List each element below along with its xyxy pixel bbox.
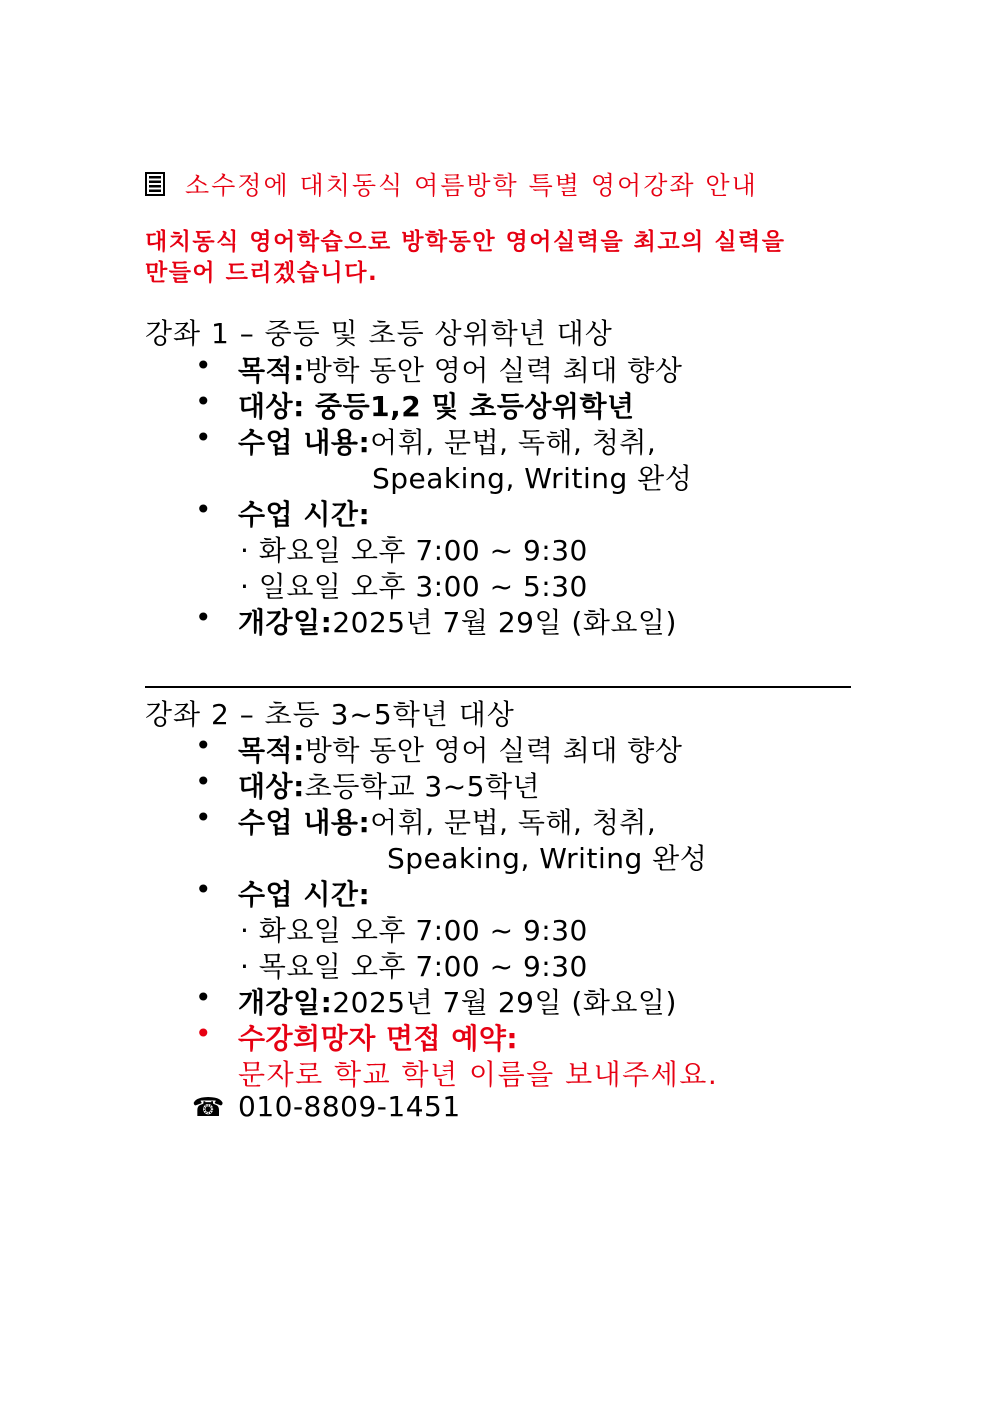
course1-start-label: 개강일: [238, 606, 333, 639]
course1-time-2: · 일요일 오후 3:00 ~ 5:30 [240, 570, 588, 603]
course2-target [238, 765, 540, 805]
intro-line-1: 대치동식 영어학습으로 방학동안 영어실력을 최고의 실력을 [145, 229, 786, 255]
course1-time-1: · 화요일 오후 7:00 ~ 9:30 [240, 534, 588, 567]
course1-content [238, 421, 656, 461]
course1-heading: 강좌 1 – 중등 및 초등 상위학년 대상 [145, 317, 613, 350]
section-divider [145, 686, 851, 688]
course2-content [238, 801, 656, 841]
course2-goal [238, 729, 682, 769]
bullet-icon: • [195, 601, 212, 634]
bullet-icon: • [195, 729, 212, 762]
course1-content-value-2: Speaking, Writing 완성 [372, 462, 693, 495]
course1-content-value: 어휘, 문법, 독해, 청취, [370, 426, 657, 459]
course1-start-value: 2025년 7월 29일 (화요일) [332, 606, 677, 639]
course2-start-label: 개강일: [238, 986, 333, 1019]
course2-goal-value: 방학 동안 영어 실력 최대 향상 [304, 734, 683, 767]
course1-goal [238, 349, 682, 389]
course2-target-label: 대상: [238, 770, 305, 803]
course2-goal-label: 목적: [238, 734, 305, 767]
contact-phone: 010-8809-1451 [238, 1090, 461, 1123]
bullet-icon: • [195, 385, 212, 418]
course1-goal-value: 방학 동안 영어 실력 최대 향상 [304, 354, 683, 387]
course2-reserve-label: 수강희망자 면접 예약: [238, 1022, 519, 1055]
course1-target: 대상: 중등1,2 및 초등상위학년 [238, 390, 635, 423]
bullet-icon: • [195, 421, 212, 454]
course2-content-value: 어휘, 문법, 독해, 청취, [370, 806, 657, 839]
course2-content-label: 수업 내용: [238, 806, 371, 839]
bullet-icon: • [195, 349, 212, 382]
course2-reserve-text: 문자로 학교 학년 이름을 보내주세요. [238, 1058, 719, 1091]
intro-line-2: 만들어 드리겠습니다. [145, 260, 379, 286]
course2-start [238, 981, 677, 1021]
bullet-icon: • [195, 765, 212, 798]
page-title-row [145, 166, 758, 202]
course2-time-label: 수업 시간: [238, 878, 371, 911]
bullet-icon: • [195, 873, 212, 906]
document-list-icon [145, 172, 165, 196]
course1-start [238, 601, 677, 641]
course2-time-1: · 화요일 오후 7:00 ~ 9:30 [240, 914, 588, 947]
telephone-icon: ☎ [192, 1093, 225, 1123]
course1-time-label: 수업 시간: [238, 498, 371, 531]
course1-goal-label: 목적: [238, 354, 305, 387]
course1-content-label: 수업 내용: [238, 426, 371, 459]
course2-start-value: 2025년 7월 29일 (화요일) [332, 986, 677, 1019]
course2-heading: 강좌 2 – 초등 3~5학년 대상 [145, 698, 515, 731]
bullet-icon: • [195, 801, 212, 834]
bullet-icon: • [195, 981, 212, 1014]
course2-time-2: · 목요일 오후 7:00 ~ 9:30 [240, 950, 588, 983]
course2-content-value-2: Speaking, Writing 완성 [387, 842, 708, 875]
bullet-icon: • [195, 1017, 212, 1050]
course2-target-value: 초등학교 3~5학년 [304, 770, 541, 803]
page-title: 소수정에 대치동식 여름방학 특별 영어강좌 안내 [185, 171, 758, 200]
bullet-icon: • [195, 493, 212, 526]
